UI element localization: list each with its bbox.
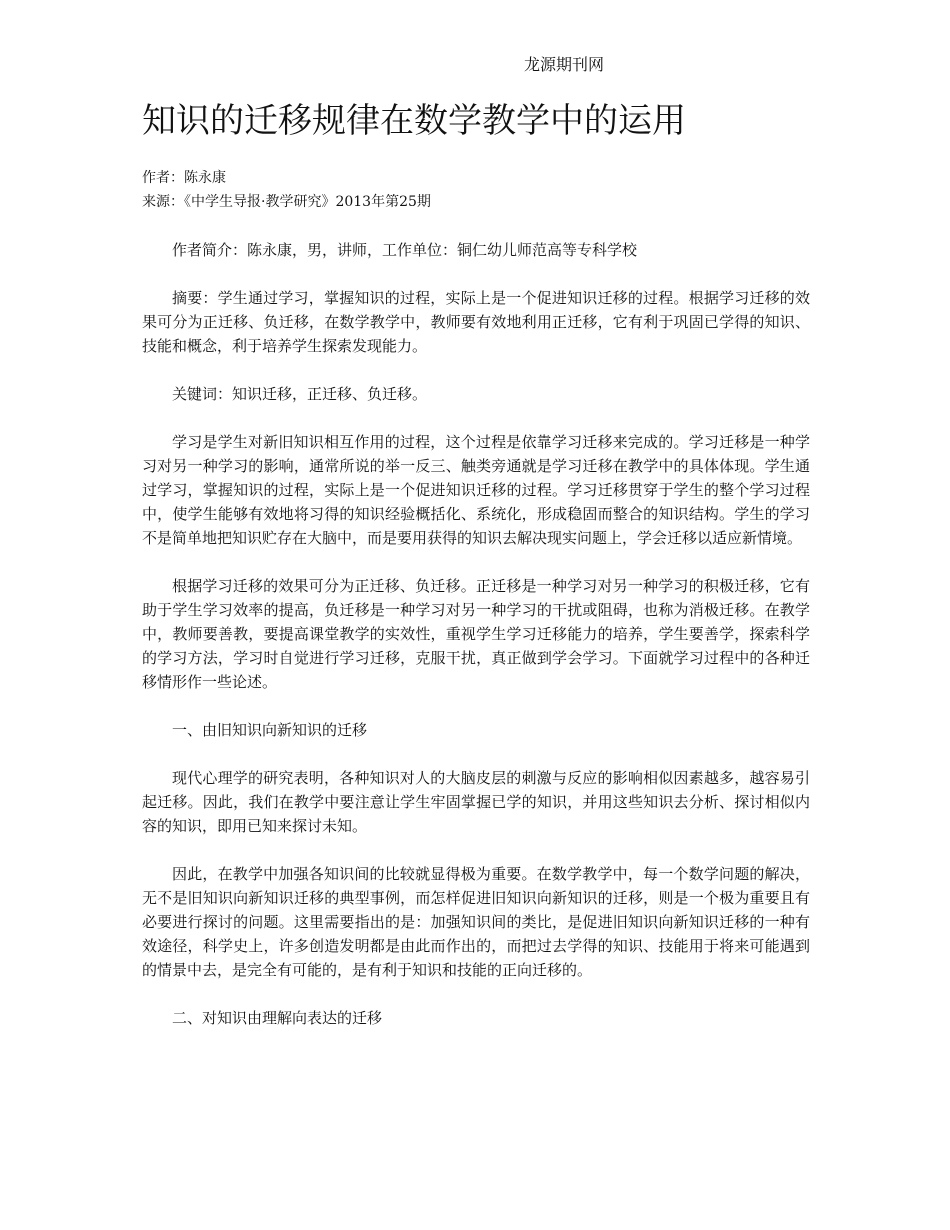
article-title: 知识的迁移规律在数学教学中的运用 (142, 101, 686, 141)
section-heading: 二、对知识由理解向表达的迁移 (172, 1009, 383, 1027)
body-paragraph: 现代心理学的研究表明，各种知识对人的大脑皮层的刺激与反应的影响相似因素越多，越容易引起迁移。因此，我们在教学中要注意让学生牢固掌握已学的知识，并用这些知识去分析、探讨相似内容的知识，即用已知来探讨未知。 (142, 769, 810, 835)
body-paragraph: 学习是学生对新旧知识相互作用的过程，这个过程是依靠学习迁移来完成的。学习迁移是一种学习对另一种学习的影响，通常所说的举一反三、触类旁通就是学习迁移在教学中的具体体现。学生通过学习，掌握知识的过程，实际上是一个促进知识迁移的过程。学习迁移贯穿于学生的整个学习过程中，使学生能够有效地将习得的知识经验概括化、系统化，形成稳固而整合的知识结构。学生的学习不是简单地把知识贮存在大脑中，而是要用获得的知识去解决现实问题上，学会迁移以适应新情境。 (142, 433, 810, 547)
body-paragraph: 因此，在教学中加强各知识间的比较就显得极为重要。在数学教学中，每一个数学问题的解决，无不是旧知识向新知识迁移的典型事例，而怎样促进旧知识向新知识的迁移，则是一个极为重要且有必要进行探讨的问题。这里需要指出的是：加强知识间的类比，是促进旧知识向新知识迁移的一种有效途径，科学史上，许多创造发明都是由此而作出的，而把过去学得的知识、技能用于将来可能遇到的情景中去，是完全有可能的，是有利于知识和技能的正向迁移的。 (142, 865, 810, 979)
keywords-paragraph: 关键词：知识迁移，正迁移、负迁移。 (172, 385, 428, 403)
site-name: 龙源期刊网 (524, 55, 605, 74)
author-line: 作者：陈永康 (142, 170, 226, 186)
author-bio-paragraph: 作者简介：陈永康，男，讲师，工作单位：铜仁幼儿师范高等专科学校 (172, 241, 638, 259)
source-line: 来源：《中学生导报·教学研究》2013年第25期 (142, 194, 431, 210)
article-body (142, 238, 810, 1054)
body-paragraph: 根据学习迁移的效果可分为正迁移、负迁移。正迁移是一种学习对另一种学习的积极迁移，它有助于学生学习效率的提高，负迁移是一种学习对另一种学习的干扰或阻碍，也称为消极迁移。在教学中，教师要善教，要提高课堂教学的实效性，重视学生学习迁移能力的培养，学生要善学，探索科学的学习方法，学习时自觉进行学习迁移，克服干扰，真正做到学会学习。下面就学习过程中的各种迁移情形作一些论述。 (142, 577, 810, 691)
abstract-paragraph: 摘要：学生通过学习，掌握知识的过程，实际上是一个促进知识迁移的过程。根据学习迁移的效果可分为正迁移、负迁移，在数学教学中，教师要有效地利用正迁移，它有利于巩固已学得的知识、技能和概念，利于培养学生探索发现能力。 (142, 289, 810, 355)
section-heading: 一、由旧知识向新知识的迁移 (172, 721, 368, 739)
